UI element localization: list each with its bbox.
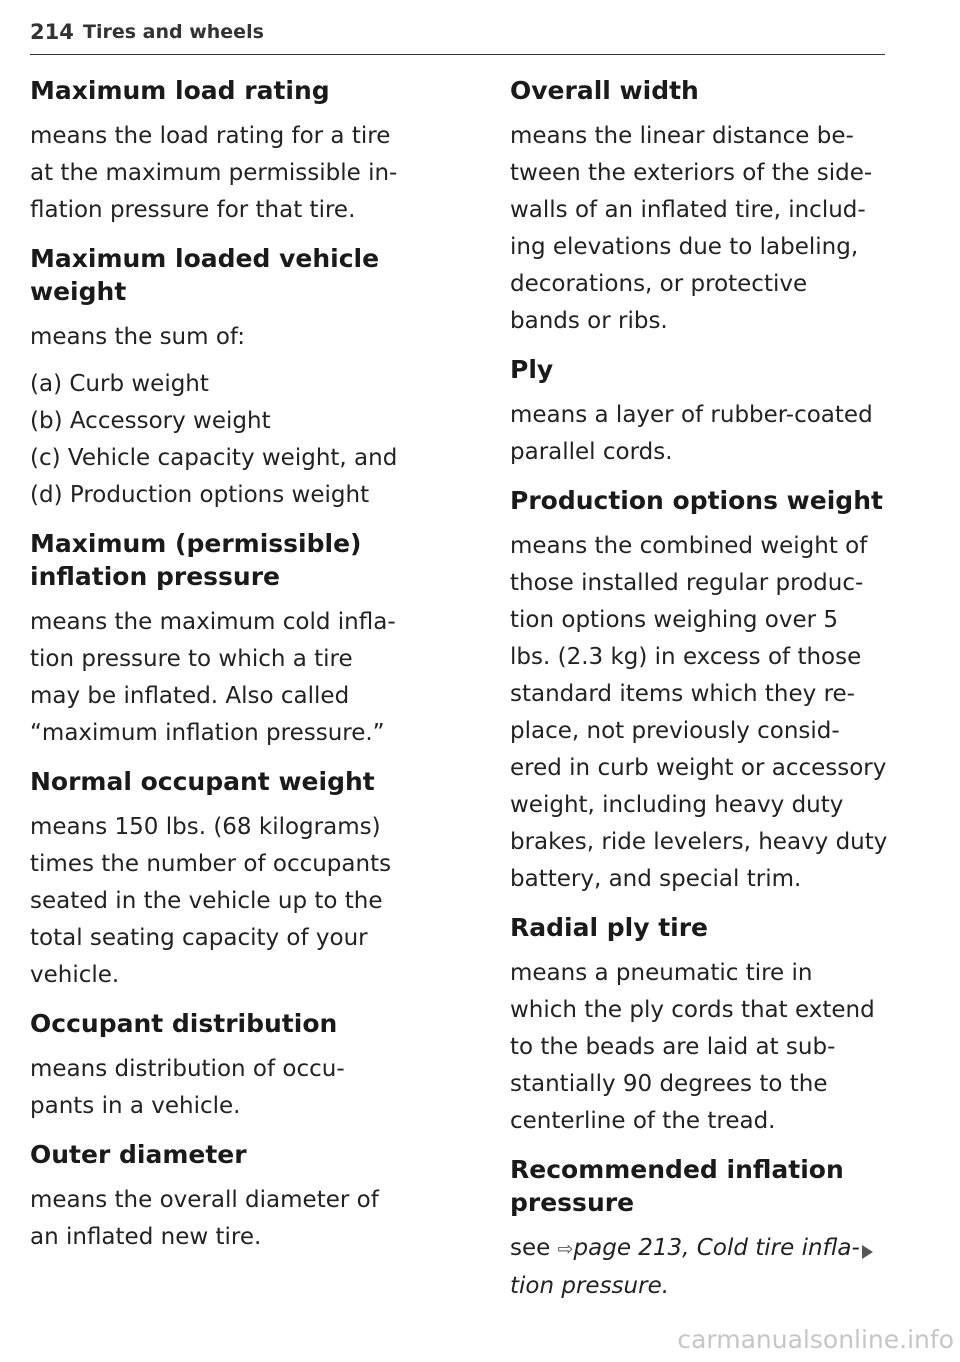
definition-text — [510, 118, 910, 340]
term-line: Recommended inflation — [510, 1155, 844, 1184]
definition-line: means the overall diameter of — [30, 1187, 379, 1213]
watermark: carmanualsonline.info — [677, 1325, 954, 1354]
definition-line: tween the exteriors of the side- — [510, 160, 873, 186]
definition-line: at the maximum permissible in- — [30, 160, 398, 186]
left-column — [30, 74, 470, 1269]
definition-ply — [510, 353, 910, 471]
term-heading — [510, 1153, 910, 1219]
definition-line: decorations, or protective — [510, 271, 808, 297]
definition-text — [30, 809, 470, 994]
definition-text — [30, 1051, 470, 1125]
term-heading: Occupant distribution — [30, 1009, 338, 1038]
definition-line: centerline of the tread. — [510, 1108, 776, 1134]
reference-prefix: see — [510, 1235, 558, 1261]
definition-list — [30, 319, 470, 514]
term-heading: Production options weight — [510, 486, 883, 515]
definition-line: vehicle. — [30, 962, 120, 988]
definition-line: which the ply cords that extend — [510, 997, 875, 1023]
definition-line: means the combined weight of — [510, 533, 868, 559]
definition-line: standard items which they re- — [510, 681, 855, 707]
definition-line: means a pneumatic tire in — [510, 960, 813, 986]
right-column — [510, 74, 910, 1318]
definition-line: ing elevations due to labeling, — [510, 234, 859, 260]
definition-max-loaded-weight — [30, 242, 470, 514]
definition-production-options-weight — [510, 484, 910, 898]
list-item: (c) Vehicle capacity weight, and — [30, 445, 398, 471]
definition-line: flation pressure for that tire. — [30, 197, 356, 223]
definition-line: means a layer of rubber-coated — [510, 402, 873, 428]
definition-line: ered in curb weight or accessory — [510, 755, 887, 781]
definition-line: tion pressure to which a tire — [30, 646, 353, 672]
term-line: weight — [30, 277, 127, 306]
definition-line: an inflated new tire. — [30, 1224, 262, 1250]
definition-line: means the linear distance be- — [510, 123, 854, 149]
definition-text — [510, 397, 910, 471]
definition-normal-occupant-weight — [30, 765, 470, 994]
definition-line: may be inflated. Also called — [30, 683, 350, 709]
term-heading — [30, 242, 470, 308]
definition-text — [510, 955, 910, 1140]
definition-line: means distribution of occu- — [30, 1056, 345, 1082]
definition-line: total seating capacity of your — [30, 925, 368, 951]
definition-text — [30, 604, 470, 752]
page-number: 214 — [30, 20, 74, 44]
continue-arrow-icon — [862, 1245, 873, 1259]
term-heading: Normal occupant weight — [30, 767, 375, 796]
term-line: pressure — [510, 1188, 635, 1217]
definition-line: seated in the vehicle up to the — [30, 888, 383, 914]
definition-text — [510, 528, 910, 898]
list-item: (a) Curb weight — [30, 371, 209, 397]
term-heading: Maximum load rating — [30, 76, 330, 105]
term-heading: Outer diameter — [30, 1140, 247, 1169]
definition-line: tion options weighing over 5 — [510, 607, 839, 633]
definition-intro: means the sum of: — [30, 324, 245, 350]
reference-line: tion pressure. — [510, 1273, 670, 1299]
definition-text — [30, 118, 470, 229]
term-heading: Overall width — [510, 76, 699, 105]
definition-line: means the load rating for a tire — [30, 123, 391, 149]
term-heading: Radial ply tire — [510, 913, 708, 942]
arrow-right-icon: ⇨ — [557, 1238, 574, 1260]
definition-max-load-rating — [30, 74, 470, 229]
definition-line: “maximum inflation pressure.” — [30, 720, 385, 746]
definition-line: weight, including heavy duty — [510, 792, 844, 818]
definition-line: brakes, ride levelers, heavy duty — [510, 829, 888, 855]
definition-outer-diameter — [30, 1138, 470, 1256]
definition-recommended-inflation — [510, 1153, 910, 1305]
definition-line: lbs. (2.3 kg) in excess of those — [510, 644, 862, 670]
definition-max-inflation-pressure — [30, 527, 470, 752]
definition-line: place, not previously consid- — [510, 718, 840, 744]
definition-line: to the beads are laid at sub- — [510, 1034, 836, 1060]
page-reference-link[interactable]: page 213, Cold tire infla- — [573, 1235, 860, 1261]
definition-line: stantially 90 degrees to the — [510, 1071, 828, 1097]
definition-line: battery, and special trim. — [510, 866, 802, 892]
definition-line: means 150 lbs. (68 kilograms) — [30, 814, 381, 840]
term-heading: Ply — [510, 355, 554, 384]
definition-line: parallel cords. — [510, 439, 673, 465]
list-item: (b) Accessory weight — [30, 408, 271, 434]
definition-occupant-distribution — [30, 1007, 470, 1125]
definition-line: walls of an inflated tire, includ- — [510, 197, 866, 223]
definition-line: bands or ribs. — [510, 308, 668, 334]
term-line: Maximum (permissible) — [30, 529, 362, 558]
definition-overall-width — [510, 74, 910, 340]
reference-line — [510, 1230, 910, 1268]
definition-text — [30, 1182, 470, 1256]
cross-reference — [510, 1230, 910, 1305]
definition-line: means the maximum cold infla- — [30, 609, 396, 635]
page-header — [30, 20, 885, 55]
definition-line: pants in a vehicle. — [30, 1093, 241, 1119]
definition-line: those installed regular produc- — [510, 570, 864, 596]
term-heading — [30, 527, 470, 593]
section-title: Tires and wheels — [83, 21, 264, 43]
list-item: (d) Production options weight — [30, 482, 370, 508]
definition-radial-ply-tire — [510, 911, 910, 1140]
term-line: Maximum loaded vehicle — [30, 244, 380, 273]
term-line: inflation pressure — [30, 562, 280, 591]
definition-line: times the number of occupants — [30, 851, 392, 877]
